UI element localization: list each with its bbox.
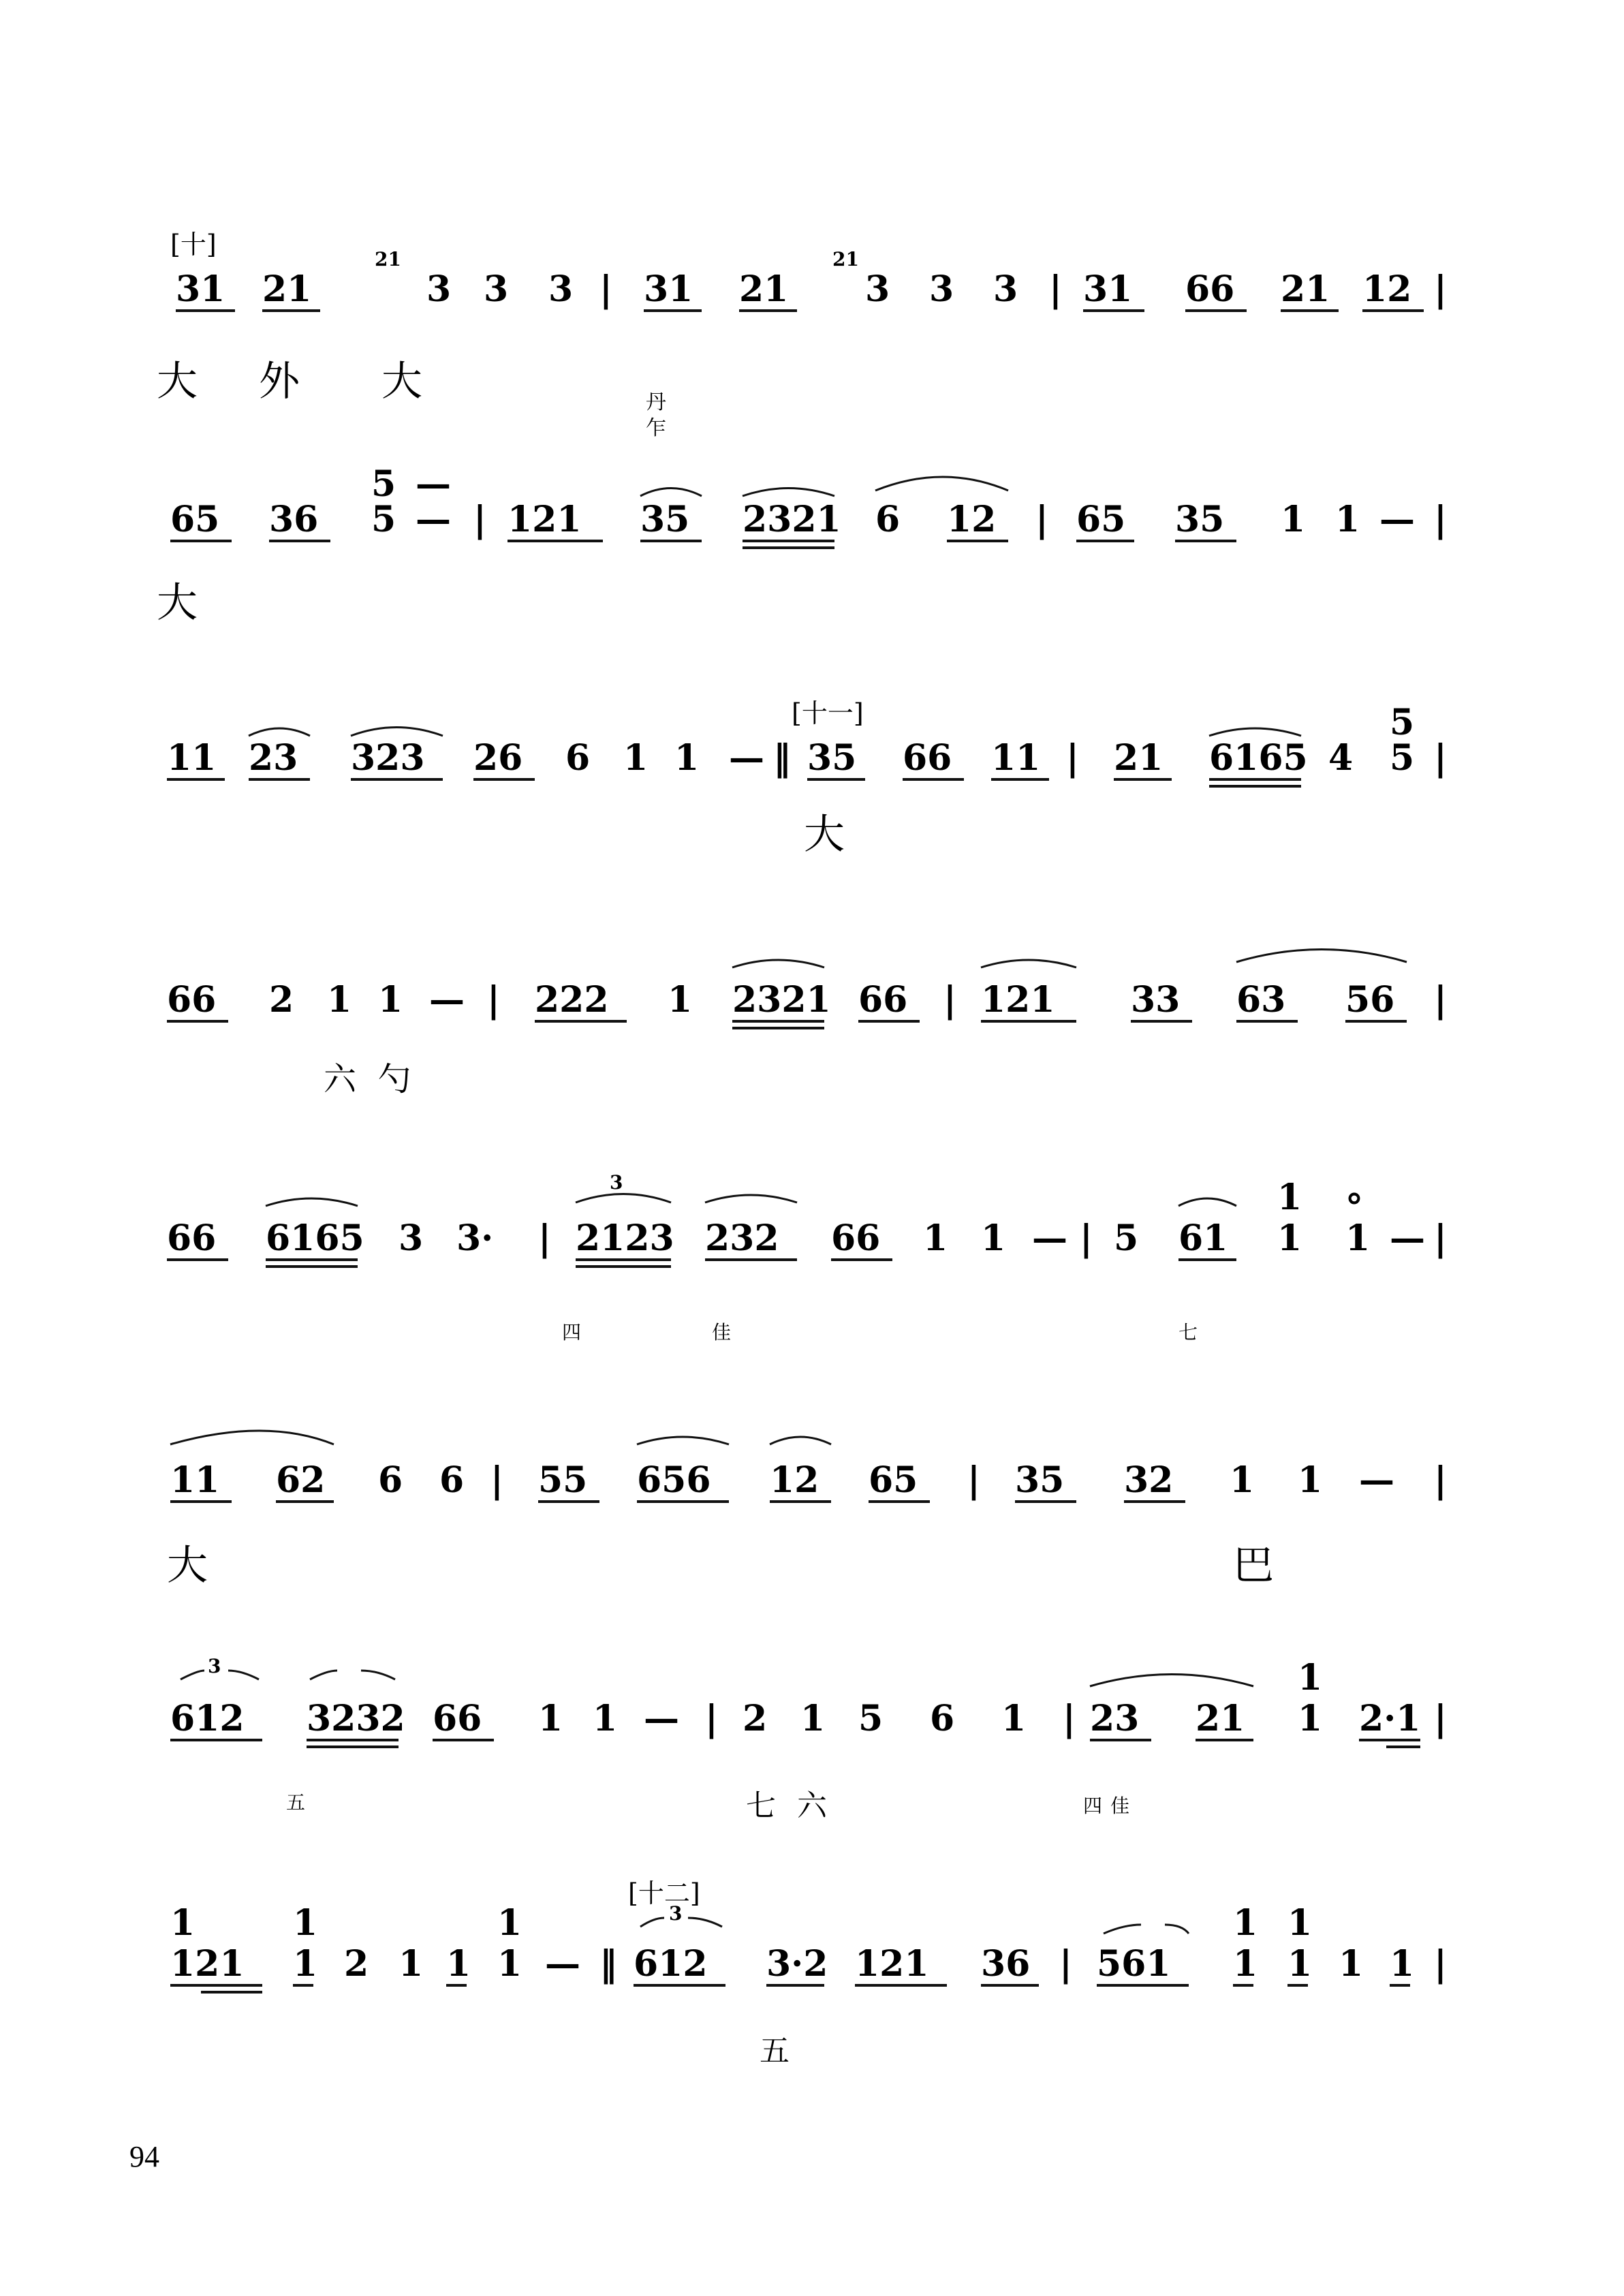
note: 3: [548, 268, 574, 310]
note: 656: [637, 1459, 711, 1501]
note: 1: [674, 737, 700, 779]
tuplet-mark: 3: [669, 1902, 683, 1925]
jianzi-row-3: [804, 811, 845, 858]
note: 232: [705, 1217, 779, 1259]
page-number: 94: [129, 2140, 159, 2173]
note: 5: [1390, 737, 1415, 779]
note: 3·2: [766, 1943, 828, 1985]
note: 26: [473, 737, 523, 779]
jianzi-char: 勺: [378, 1060, 411, 1098]
note: 1: [1298, 1459, 1323, 1501]
note: 1: [800, 1698, 826, 1739]
barline: |: [1066, 737, 1079, 779]
system-7: [170, 1655, 1447, 1739]
jianzi-row-5: [562, 1321, 1198, 1344]
barline: |: [487, 979, 500, 1021]
note: 121: [170, 1943, 245, 1985]
note: 12: [1362, 268, 1412, 310]
jianzi-row-1: [157, 358, 666, 440]
underlines-4: [167, 1021, 1407, 1028]
slurs-6: [170, 1431, 831, 1444]
note: 1: [623, 737, 649, 779]
note: 323: [351, 737, 425, 779]
note: 66: [1185, 268, 1235, 310]
note: 561: [1097, 1943, 1171, 1985]
note: 1: [1281, 499, 1306, 540]
jianzi-char: 丹: [646, 390, 666, 414]
note: 61: [1178, 1217, 1228, 1259]
upper-note: 5: [1390, 702, 1415, 743]
note: 12: [770, 1459, 819, 1501]
note: 612: [170, 1698, 245, 1739]
note: 1: [293, 1943, 318, 1985]
note: 3: [993, 268, 1018, 310]
note: 65: [869, 1459, 918, 1501]
note: 35: [640, 499, 690, 540]
jianzi-char: 巴: [1233, 1542, 1274, 1589]
jianzi-char: 六: [797, 1788, 827, 1823]
note: 3: [929, 268, 954, 310]
section-marker-11: [十一]: [792, 698, 864, 728]
jianzi-char: 五: [286, 1791, 306, 1814]
note: 1: [399, 1943, 424, 1985]
barline: |: [490, 1459, 503, 1501]
note: 3232: [307, 1698, 405, 1739]
note: 1: [1230, 1459, 1255, 1501]
system-8: [170, 1902, 1447, 1985]
note: 21: [262, 268, 312, 310]
note: 23: [249, 737, 298, 779]
note: 2·1: [1359, 1698, 1421, 1739]
note: 1: [668, 979, 693, 1021]
double-barline: ‖: [773, 737, 791, 779]
slurs-7: [181, 1671, 1253, 1686]
note: 222: [535, 979, 609, 1021]
jianzi-char: 六: [324, 1060, 357, 1098]
note: 2321: [732, 979, 831, 1021]
note: 121: [855, 1943, 929, 1985]
barline: |: [538, 1217, 551, 1259]
upper-note: 1: [497, 1902, 522, 1944]
note: —: [729, 737, 764, 779]
note: 35: [807, 737, 857, 779]
note: 1: [1335, 499, 1360, 540]
note: 2321: [743, 499, 841, 540]
barline: |: [967, 1459, 980, 1501]
jianzi-char: 四: [1083, 1795, 1103, 1817]
jianzi-row-2: [157, 579, 198, 627]
note: 612: [634, 1943, 708, 1985]
barline: |: [1049, 268, 1062, 310]
barline: |: [1434, 268, 1447, 310]
note: 121: [981, 979, 1055, 1021]
note: 65: [1076, 499, 1126, 540]
note: 5: [371, 499, 396, 540]
barline: |: [1063, 1698, 1076, 1739]
note: 11: [167, 737, 217, 779]
note: 6165: [1209, 737, 1308, 779]
note: 62: [276, 1459, 326, 1501]
barline: |: [1434, 979, 1447, 1021]
system-4: [167, 979, 1447, 1021]
upper-note: °: [1345, 1187, 1363, 1228]
section-marker-12: [十二]: [628, 1878, 700, 1908]
jianzi-char: 外: [259, 358, 300, 405]
note: 65: [170, 499, 220, 540]
system-2: [170, 463, 1447, 540]
note: 31: [1083, 268, 1133, 310]
underlines-7: [170, 1740, 1420, 1747]
note: 3·: [456, 1217, 494, 1259]
section-marker-10: [十]: [170, 230, 217, 260]
slurs-5: [266, 1194, 1236, 1207]
slurs-8: [640, 1918, 1189, 1934]
note: 1: [923, 1217, 948, 1259]
jianzi-char: 四: [562, 1321, 582, 1344]
note: 1: [378, 979, 403, 1021]
slurs-3: [249, 728, 1301, 736]
slurs-2: [640, 477, 1008, 496]
jianzi-char: 七: [1178, 1321, 1198, 1344]
note: 3: [484, 268, 509, 310]
note: 31: [176, 268, 225, 310]
barline: |: [943, 979, 956, 1021]
underlines-8: [170, 1985, 1410, 1992]
note: 2123: [576, 1217, 674, 1259]
barline: |: [1434, 1459, 1447, 1501]
note: 66: [167, 979, 217, 1021]
note: 1: [327, 979, 352, 1021]
note: 3: [865, 268, 890, 310]
note: 56: [1345, 979, 1395, 1021]
note: 21: [1196, 1698, 1245, 1739]
jianzi-char: 佳: [712, 1321, 732, 1344]
note: 33: [1131, 979, 1181, 1021]
barline: |: [473, 499, 486, 540]
note: —: [1032, 1217, 1067, 1259]
note: 1: [446, 1943, 471, 1985]
grace-note: 21: [832, 248, 859, 270]
note: 1: [1339, 1943, 1364, 1985]
note: 6: [565, 737, 591, 779]
barline: |: [1059, 1943, 1072, 1985]
note: 1: [497, 1943, 522, 1985]
underlines-5: [167, 1260, 1236, 1267]
note: 1: [593, 1698, 618, 1739]
barline: |: [599, 268, 612, 310]
note: 11: [991, 737, 1041, 779]
barline: |: [1035, 499, 1048, 540]
note: 5: [1114, 1217, 1139, 1259]
jianzi-char: 大: [157, 579, 198, 627]
note: 1: [1298, 1698, 1323, 1739]
note: 3: [399, 1217, 424, 1259]
tuplet-mark: 3: [610, 1171, 623, 1194]
jianzi-char: 五: [760, 2034, 790, 2068]
note: 35: [1175, 499, 1225, 540]
note: 66: [858, 979, 908, 1021]
system-1: [176, 248, 1447, 310]
note: 6: [439, 1459, 465, 1501]
note: 21: [739, 268, 789, 310]
barline: |: [1434, 737, 1447, 779]
grace-note: 21: [375, 248, 401, 270]
note: 32: [1124, 1459, 1174, 1501]
jianzi-row-8: [760, 2034, 790, 2068]
jianzi-row-6: [167, 1542, 1274, 1589]
jianzi-char: 七: [746, 1788, 776, 1823]
note: 6: [378, 1459, 403, 1501]
note: 55: [538, 1459, 588, 1501]
note: —: [644, 1698, 679, 1739]
note: 66: [903, 737, 952, 779]
note: 66: [433, 1698, 482, 1739]
jianzi-char: 佳: [1110, 1795, 1130, 1817]
note: 121: [507, 499, 582, 540]
note: —: [429, 979, 465, 1021]
upper-note: 1: [170, 1902, 196, 1944]
note: 1: [1345, 1217, 1371, 1259]
upper-note: 1: [1287, 1902, 1313, 1944]
note: 1: [1277, 1217, 1302, 1259]
note: 66: [831, 1217, 881, 1259]
barline: |: [1080, 1217, 1093, 1259]
jianzi-char: 大: [381, 358, 422, 405]
system-5: [167, 1171, 1447, 1259]
note: 21: [1114, 737, 1164, 779]
note: 1: [1001, 1698, 1027, 1739]
note: —: [416, 499, 451, 540]
note: 36: [269, 499, 319, 540]
underlines-3: [167, 779, 1301, 786]
note: 12: [947, 499, 997, 540]
note: 35: [1015, 1459, 1065, 1501]
jianzi-char: 大: [804, 811, 845, 858]
note: 3: [426, 268, 452, 310]
note: 66: [167, 1217, 217, 1259]
barline: |: [705, 1698, 718, 1739]
upper-note: 1: [1233, 1902, 1258, 1944]
note: —: [1390, 1217, 1425, 1259]
barline: |: [1434, 1698, 1447, 1739]
upper-note: —: [416, 463, 451, 505]
note: —: [1359, 1459, 1394, 1501]
note: 1: [538, 1698, 563, 1739]
note: 6165: [266, 1217, 364, 1259]
note: 11: [170, 1459, 220, 1501]
note: 36: [981, 1943, 1031, 1985]
upper-note: 1: [1298, 1657, 1323, 1698]
barline: |: [1434, 1217, 1447, 1259]
double-barline: ‖: [599, 1943, 617, 1985]
jianzi-row-4: [324, 1060, 411, 1098]
upper-note: 5: [371, 463, 396, 505]
jianzi-row-7: [286, 1788, 1129, 1823]
note: 2: [344, 1943, 369, 1985]
note: —: [1379, 499, 1415, 540]
underlines-2: [170, 541, 1236, 548]
barline: |: [1434, 499, 1447, 540]
note: 2: [743, 1698, 768, 1739]
note: 23: [1090, 1698, 1140, 1739]
note: 1: [1390, 1943, 1415, 1985]
note: —: [545, 1943, 580, 1985]
note: 1: [1233, 1943, 1258, 1985]
note: 1: [1287, 1943, 1313, 1985]
note: 6: [930, 1698, 955, 1739]
note: 31: [644, 268, 693, 310]
jianzi-char: 大: [157, 358, 198, 405]
jianzi-char: 大: [167, 1542, 208, 1589]
tuplet-mark: 3: [208, 1655, 221, 1677]
slurs-4: [732, 950, 1407, 968]
note: 63: [1236, 979, 1286, 1021]
note: 2: [269, 979, 294, 1021]
jianzi-char: 乍: [646, 416, 666, 440]
note: 4: [1328, 737, 1354, 779]
system-6: [170, 1459, 1447, 1501]
upper-note: 1: [1277, 1177, 1302, 1218]
note: 5: [858, 1698, 884, 1739]
barline: |: [1434, 1943, 1447, 1985]
upper-note: 1: [293, 1902, 318, 1944]
note: 6: [875, 499, 901, 540]
note: 1: [981, 1217, 1006, 1259]
note: 21: [1281, 268, 1330, 310]
